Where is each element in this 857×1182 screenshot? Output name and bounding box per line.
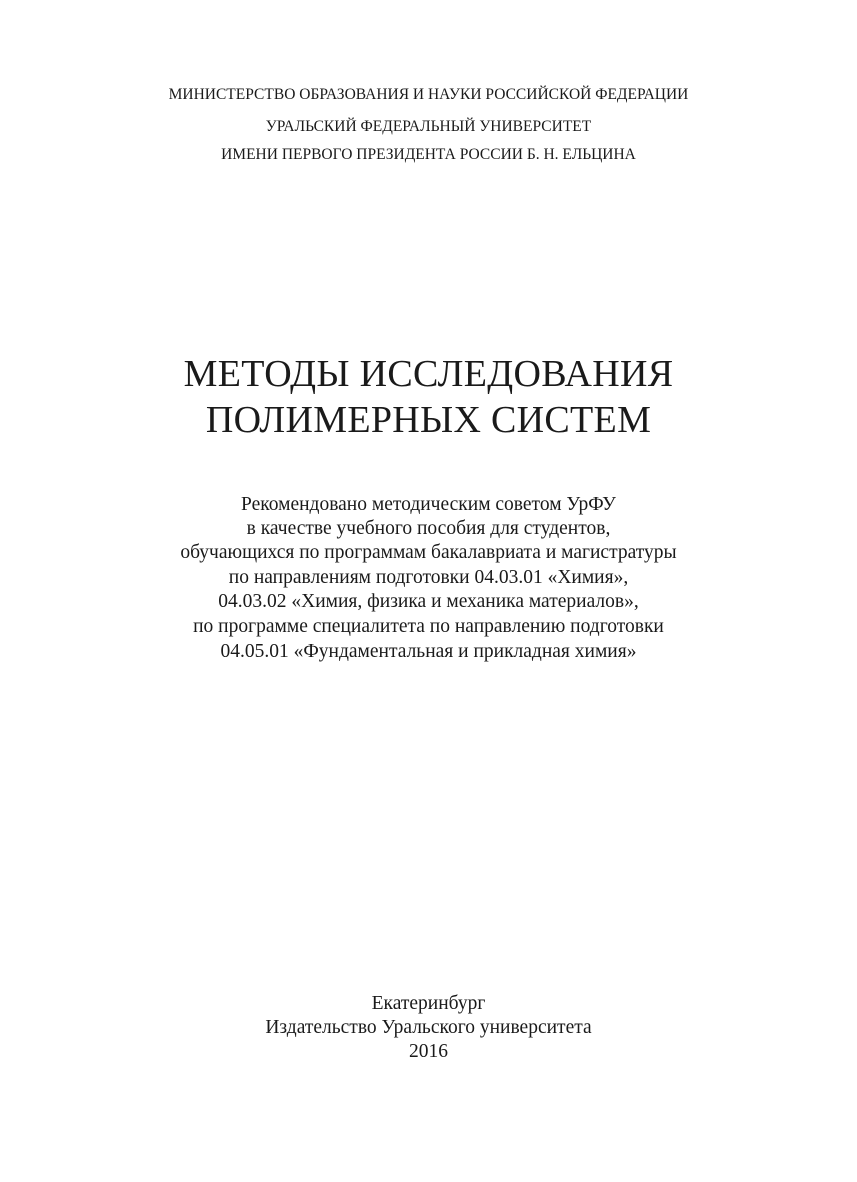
recommendation-line: по направлениям подготовки 04.03.01 «Химия», (228, 567, 629, 588)
recommendation-line: обучающихся по программам бакалавриата и магистратуры (180, 542, 677, 563)
recommendation-line: 04.05.01 «Фундаментальная и прикладная химия» (220, 641, 637, 662)
imprint-publisher: Издательство Уральского университета (265, 1017, 592, 1038)
recommendation-line: по программе специалитета по направлению подготовки (193, 616, 664, 637)
recommendation-line: 04.03.02 «Химия, физика и механика материалов», (218, 591, 639, 612)
university-name-line2: ИМЕНИ ПЕРВОГО ПРЕЗИДЕНТА РОССИИ Б. Н. ЕЛЬЦИНА (221, 146, 636, 163)
ministry-heading: МИНИСТЕРСТВО ОБРАЗОВАНИЯ И НАУКИ РОССИЙСКОЙ ФЕДЕРАЦИИ (168, 86, 689, 103)
recommendation-line: в качестве учебного пособия для студентов, (246, 518, 611, 539)
book-title-line1: МЕТОДЫ ИССЛЕДОВАНИЯ (183, 353, 674, 395)
imprint-city: Екатеринбург (371, 993, 486, 1014)
university-name-line1: УРАЛЬСКИЙ ФЕДЕРАЛЬНЫЙ УНИВЕРСИТЕТ (265, 118, 592, 135)
imprint-year: 2016 (409, 1041, 448, 1062)
recommendation-line: Рекомендовано методическим советом УрФУ (241, 494, 616, 515)
book-title-line2: ПОЛИМЕРНЫХ СИСТЕМ (205, 399, 652, 441)
